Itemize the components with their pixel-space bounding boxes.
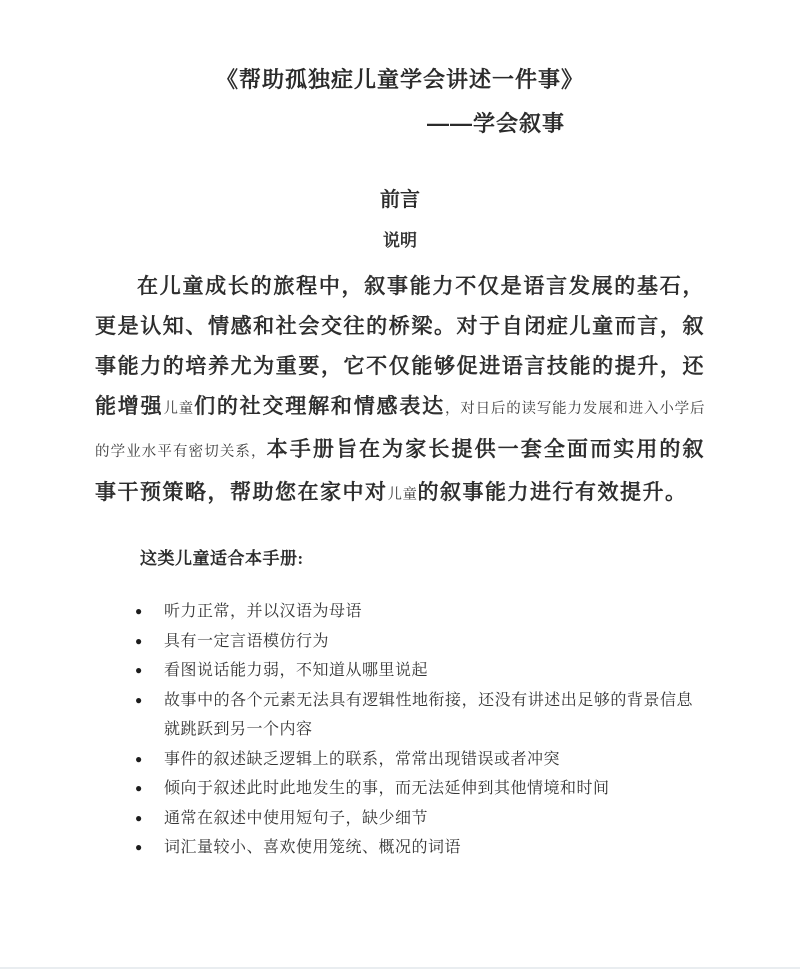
preface-heading: 前言 [380, 189, 420, 211]
paragraph-segment: 儿童 [387, 487, 418, 503]
list-item: ● 故事中的各个元素无法具有逻辑性地衔接，还没有讲述出足够的背景信息就跳跃到另一个内容 [133, 686, 693, 745]
document-page [0, 64, 800, 970]
page-bottom-edge [0, 967, 800, 969]
paragraph-segment: 们的社交理解和情感表达 [194, 394, 445, 418]
paragraph-segment: 的叙事能力进行有效提升。 [417, 480, 688, 504]
paragraph-segment: 儿童 [163, 401, 195, 417]
list-item: ● 词汇量较小、喜欢使用笼统、概况的词语 [133, 833, 693, 863]
paragraph-segment: 本手册旨在为家长提供一套全面而实用的叙事干预策略，帮助您在家中对 [95, 437, 706, 504]
suitability-bullet-list [133, 597, 693, 863]
list-item: ● 倾向于叙述此时此地发生的事，而无法延伸到其他情境和时间 [133, 774, 693, 804]
list-item: ● 看图说话能力弱，不知道从哪里说起 [133, 656, 693, 686]
paragraph-segment: ，对日后的读写能力发展和进入小学后的学业水平有密切关系， [95, 401, 705, 460]
list-item: ● 通常在叙述中使用短句子，缺少细节 [133, 804, 693, 834]
intro-paragraph [95, 266, 705, 515]
list-item: ● 听力正常，并以汉语为母语 [133, 597, 693, 627]
list-item: ● 具有一定言语模仿行为 [133, 627, 693, 657]
document-subtitle: ——学会叙事 [426, 111, 565, 136]
paragraph-segment: 在儿童成长的旅程中，叙事能力不仅是语言发展的基石，更是认知、情感和社会交往的桥梁。对于自闭症儿童而言，叙事能力的培养尤为重要，它不仅能够促进语言技能的提升，还能增强 [95, 274, 705, 418]
document-title: 《帮助孤独症儿童学会讲述一件事》 [215, 67, 584, 92]
suitability-list-heading: 这类儿童适合本手册: [140, 549, 304, 568]
list-item: ● 事件的叙述缺乏逻辑上的联系，常常出现错误或者冲突 [133, 745, 693, 775]
note-heading: 说明 [383, 231, 417, 250]
